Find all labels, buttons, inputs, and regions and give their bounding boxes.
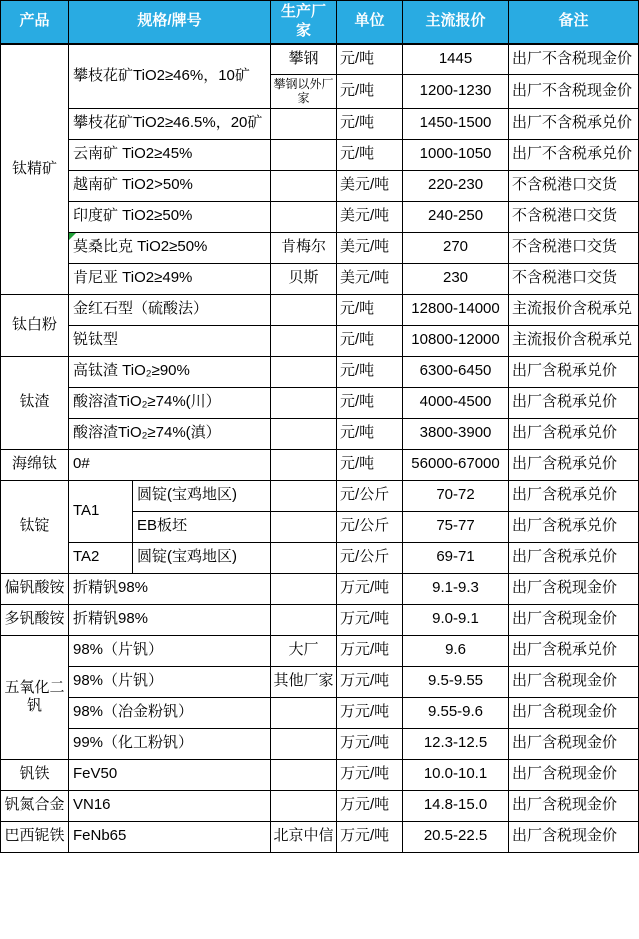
cell-price: 69-71 [403,542,509,573]
cell-unit: 元/公斤 [337,511,403,542]
cell-price: 9.0-9.1 [403,604,509,635]
cell-price: 4000-4500 [403,387,509,418]
cell-unit: 元/吨 [337,356,403,387]
table-row [1,387,639,418]
cell-maker [271,325,337,356]
cell-price: 12.3-12.5 [403,728,509,759]
cell-price: 75-77 [403,511,509,542]
cell-maker [271,604,337,635]
table-row [1,294,639,325]
col-header-product: 产品 [1,1,69,44]
cell-price: 240-250 [403,201,509,232]
cell-note: 不含税港口交货 [509,263,639,294]
cell-spec: 肯尼亚 TiO2≥49% [69,263,271,294]
cell-unit: 万元/吨 [337,821,403,852]
table-row [1,449,639,480]
cell-grade: TA2 [69,542,133,573]
cell-maker [271,108,337,139]
cell-spec: FeV50 [69,759,271,790]
cell-note: 出厂含税承兑价 [509,418,639,449]
cell-spec: 折精钒98% [69,573,271,604]
cell-unit: 万元/吨 [337,666,403,697]
cell-unit: 元/吨 [337,294,403,325]
cell-maker: 其他厂家 [271,666,337,697]
cell-maker [271,480,337,511]
cell-note: 出厂含税承兑价 [509,635,639,666]
table-row [1,418,639,449]
cell-unit: 元/吨 [337,75,403,109]
cell-price: 230 [403,263,509,294]
cell-unit: 美元/吨 [337,232,403,263]
table-row [1,728,639,759]
cell-note: 出厂含税承兑价 [509,511,639,542]
table-row [1,604,639,635]
cell-maker [271,387,337,418]
cell-maker [271,294,337,325]
cell-spec: 高钛渣 TiO₂≥90% [69,356,271,387]
cell-product: 海绵钛 [1,449,69,480]
cell-maker [271,170,337,201]
table-row [1,44,639,75]
table-row [1,108,639,139]
cell-unit: 万元/吨 [337,604,403,635]
cell-product: 巴西铌铁 [1,821,69,852]
cell-note: 主流报价含税承兑 [509,294,639,325]
cell-note: 出厂含税承兑价 [509,387,639,418]
cell-price: 1200-1230 [403,75,509,109]
cell-price: 1000-1050 [403,139,509,170]
cell-unit: 元/吨 [337,108,403,139]
cell-form: EB板坯 [133,511,271,542]
cell-unit: 元/公斤 [337,480,403,511]
cell-note: 出厂含税现金价 [509,604,639,635]
cell-note: 出厂含税现金价 [509,697,639,728]
cell-spec: 金红石型（硫酸法） [69,294,271,325]
cell-product: 钛渣 [1,356,69,449]
table-row [1,697,639,728]
cell-note: 出厂含税承兑价 [509,480,639,511]
cell-spec: 锐钛型 [69,325,271,356]
cell-spec: 98%（冶金粉钒） [69,697,271,728]
cell-maker [271,759,337,790]
cell-unit: 元/吨 [337,449,403,480]
cell-price: 9.6 [403,635,509,666]
cell-maker [271,449,337,480]
cell-spec: 98%（片钒） [69,635,271,666]
cell-price: 3800-3900 [403,418,509,449]
col-header-note: 备注 [509,1,639,44]
table-row [1,821,639,852]
cell-maker [271,542,337,573]
cell-maker [271,790,337,821]
cell-price: 9.5-9.55 [403,666,509,697]
cell-note: 出厂含税现金价 [509,666,639,697]
cell-unit: 元/吨 [337,325,403,356]
cell-unit: 元/吨 [337,387,403,418]
cell-maker [271,728,337,759]
cell-spec: 印度矿 TiO2≥50% [69,201,271,232]
cell-price: 1450-1500 [403,108,509,139]
cell-maker [271,697,337,728]
cell-note: 出厂含税承兑价 [509,356,639,387]
cell-unit: 美元/吨 [337,263,403,294]
cell-price: 56000-67000 [403,449,509,480]
cell-note: 出厂含税现金价 [509,573,639,604]
cell-maker [271,418,337,449]
cell-note: 出厂含税承兑价 [509,542,639,573]
header-row [1,1,639,44]
cell-note: 出厂不含税现金价 [509,44,639,75]
cell-form: 圆锭(宝鸡地区) [133,542,271,573]
cell-price: 9.55-9.6 [403,697,509,728]
cell-product: 钒氮合金 [1,790,69,821]
cell-spec: 攀枝花矿TiO2≥46.5%，20矿 [69,108,271,139]
cell-maker: 攀钢 [271,44,337,75]
cell-unit: 美元/吨 [337,170,403,201]
cell-unit: 万元/吨 [337,759,403,790]
cell-price: 10800-12000 [403,325,509,356]
table-row [1,325,639,356]
price-table-body [1,44,639,853]
cell-note: 不含税港口交货 [509,201,639,232]
cell-maker [271,573,337,604]
cell-spec: 98%（片钒） [69,666,271,697]
cell-price: 20.5-22.5 [403,821,509,852]
cell-price: 70-72 [403,480,509,511]
cell-note: 出厂含税现金价 [509,821,639,852]
table-row [1,232,639,263]
cell-note: 出厂含税现金价 [509,728,639,759]
cell-maker: 大厂 [271,635,337,666]
col-header-unit: 单位 [337,1,403,44]
cell-spec: 云南矿 TiO2≥45% [69,139,271,170]
col-header-price: 主流报价 [403,1,509,44]
cell-price: 6300-6450 [403,356,509,387]
cell-maker: 肯梅尔 [271,232,337,263]
cell-price: 12800-14000 [403,294,509,325]
cell-spec: 折精钒98% [69,604,271,635]
cell-maker [271,511,337,542]
cell-grade: TA1 [69,480,133,542]
cell-product: 钛精矿 [1,44,69,295]
cell-spec: 酸溶渣TiO₂≥74%(滇） [69,418,271,449]
cell-product: 钒铁 [1,759,69,790]
table-row [1,759,639,790]
cell-maker: 北京中信 [271,821,337,852]
cell-unit: 美元/吨 [337,201,403,232]
cell-product: 偏钒酸铵 [1,573,69,604]
table-row [1,790,639,821]
cell-note: 不含税港口交货 [509,170,639,201]
cell-maker [271,201,337,232]
cell-spec-flagged: 莫桑比克 TiO2≥50% [69,232,271,263]
cell-note: 主流报价含税承兑 [509,325,639,356]
table-row [1,170,639,201]
table-row [1,573,639,604]
cell-maker: 贝斯 [271,263,337,294]
cell-product: 多钒酸铵 [1,604,69,635]
cell-spec: FeNb65 [69,821,271,852]
cell-note: 出厂不含税承兑价 [509,108,639,139]
table-row [1,480,639,511]
table-row [1,263,639,294]
cell-product: 钛白粉 [1,294,69,356]
cell-price: 220-230 [403,170,509,201]
cell-unit: 万元/吨 [337,697,403,728]
cell-unit: 万元/吨 [337,573,403,604]
cell-spec: 99%（化工粉钒） [69,728,271,759]
col-header-spec: 规格/牌号 [69,1,271,44]
table-row [1,356,639,387]
cell-note: 出厂含税现金价 [509,790,639,821]
table-row [1,201,639,232]
cell-spec: 酸溶渣TiO₂≥74%(川） [69,387,271,418]
cell-unit: 元/吨 [337,44,403,75]
cell-spec: 越南矿 TiO2>50% [69,170,271,201]
cell-unit: 万元/吨 [337,635,403,666]
cell-price: 10.0-10.1 [403,759,509,790]
cell-price: 270 [403,232,509,263]
cell-note: 出厂含税现金价 [509,759,639,790]
cell-unit: 元/公斤 [337,542,403,573]
cell-note: 不含税港口交货 [509,232,639,263]
cell-price: 9.1-9.3 [403,573,509,604]
cell-maker [271,356,337,387]
cell-product: 钛锭 [1,480,69,573]
cell-unit: 元/吨 [337,418,403,449]
table-row [1,666,639,697]
cell-unit: 万元/吨 [337,728,403,759]
cell-note: 出厂含税承兑价 [509,449,639,480]
cell-unit: 元/吨 [337,139,403,170]
cell-unit: 万元/吨 [337,790,403,821]
cell-price: 1445 [403,44,509,75]
col-header-manufacturer: 生产厂家 [271,1,337,44]
cell-price: 14.8-15.0 [403,790,509,821]
cell-product: 五氧化二钒 [1,635,69,759]
table-row [1,542,639,573]
cell-spec: 攀枝花矿TiO2≥46%，10矿 [69,44,271,109]
cell-note: 出厂不含税现金价 [509,75,639,109]
cell-maker [271,139,337,170]
cell-spec: 0# [69,449,271,480]
table-header [1,1,639,44]
cell-note: 出厂不含税承兑价 [509,139,639,170]
table-row [1,635,639,666]
cell-maker: 攀钢以外厂家 [271,75,337,109]
cell-spec: VN16 [69,790,271,821]
cell-form: 圆锭(宝鸡地区) [133,480,271,511]
table-row [1,139,639,170]
